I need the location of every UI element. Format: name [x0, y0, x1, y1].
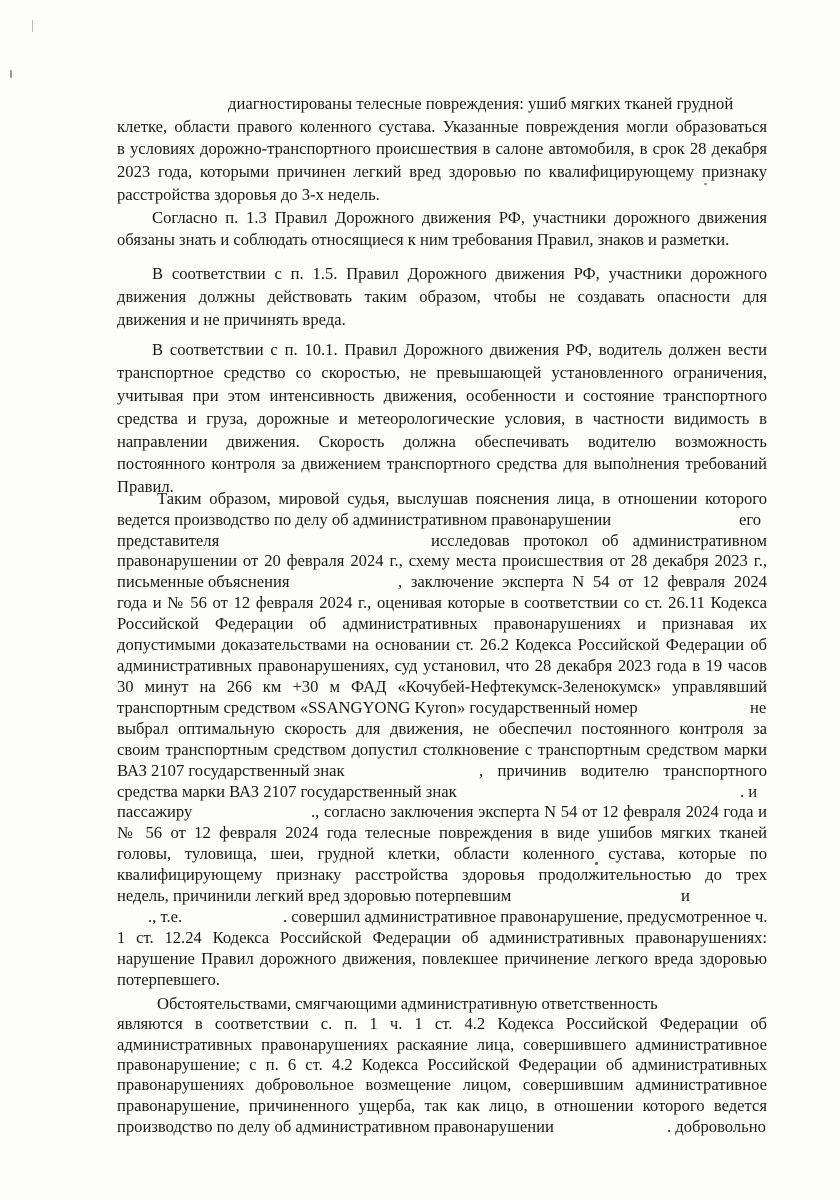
text-line: постоянного контроля за движением транспортного средства для выполнения требований [117, 454, 767, 473]
text-line: и [681, 886, 690, 905]
text-line: ., т.е. [148, 907, 183, 926]
text-line: клетке, области правого коленного сустава. Указанные повреждения могли образоваться [117, 117, 767, 136]
text-line: допустимыми доказательствами на основании ст. 26.2 Кодекса Российской Федерации об [117, 635, 767, 654]
text-line: административных правонарушениях раскаяние лица, совершившего административное [117, 1035, 767, 1054]
text-line: производство по делу об административном правонарушении [117, 1117, 554, 1136]
text-line: года и № 56 от 12 февраля 2024 г., оценивая которые в соответствии со ст. 26.11 Кодекса [117, 593, 767, 612]
text-line: диагностированы телесные повреждения: ушиб мягких тканей грудной [228, 94, 734, 113]
text-line: недель, причинили легкий вред здоровью потерпевшим [117, 886, 512, 905]
text-line: движения должны действовать таким образом, чтобы не создавать опасности для [117, 287, 767, 306]
text-line: административных правонарушениях, суд установил, что 28 декабря 2023 года в 19 часов [117, 656, 767, 675]
text-line: потерпевшего. [117, 970, 220, 989]
text-line: нарушение Правил дорожного движения, повлекшее причинение легкого вреда здоровью [117, 949, 767, 968]
text-line: правонарушение, причиненного ущерба, так как лицо, в отношении которого ведется [117, 1096, 767, 1115]
text-line: пассажиру [117, 802, 193, 821]
text-line: , заключение эксперта N 54 от 12 февраля 2024 [398, 572, 767, 591]
text-line: средства марки ВАЗ 2107 государственный знак [117, 782, 457, 801]
text-line: его [739, 510, 762, 529]
text-line: . совершил административное правонарушение, предусмотренное ч. [283, 907, 768, 926]
text-line: представителя [117, 531, 220, 550]
scan-speck [704, 183, 707, 185]
text-line: своим транспортным средством допустил столкновение с транспортным средством марки [117, 740, 767, 759]
text-line: направлении движения. Скорость должна обеспечивать водителю возможность [117, 432, 767, 451]
text-line: ВАЗ 2107 государственный знак [117, 761, 345, 780]
text-line: не [750, 698, 767, 717]
text-line: исследовав протокол об административном [431, 531, 767, 550]
text-line: квалифицирующему признаку расстройства здоровья продолжительностью до трех [117, 865, 767, 884]
text-line: транспортное средство со скоростью, не превышающей установленного ограничения, [117, 363, 767, 382]
text-line: В соответствии с п. 10.1. Правил Дорожного движения РФ, водитель должен вести [152, 340, 767, 359]
text-line: 2023 года, которыми причинен легкий вред здоровью по квалифицирующему признаку [117, 162, 767, 181]
text-line: головы, туловища, шеи, грудной клетки, области коленного сустава, которые по [117, 844, 767, 863]
text-line: 30 минут на 266 км +30 м ФАД «Кочубей-Нефтекумск-Зеленокумск» управлявший [117, 677, 767, 696]
text-line: ., согласно заключения эксперта N 54 от 12 февраля 2024 года и [311, 802, 767, 821]
text-line: Обстоятельствами, смягчающими административную ответственность [157, 994, 658, 1013]
text-line: № 56 от 12 февраля 2024 года телесные повреждения в виде ушибов мягких тканей [117, 823, 767, 842]
text-line: . добровольно [667, 1117, 766, 1136]
text-line: письменные объяснения [117, 572, 290, 591]
text-line: правонарушении от 20 февраля 2024 г., схему места происшествия от 28 декабря 2023 г., [117, 551, 767, 570]
text-line: Правил. [117, 477, 174, 496]
text-line: средства и груза, дорожные и метеорологические условия, в частности видимость в [117, 409, 767, 428]
text-line: правонарушение; с п. 6 ст. 4.2 Кодекса Российской Федерации об административных [117, 1055, 767, 1074]
text-line: Таким образом, мировой судья, выслушав пояснения лица, в отношении которого [157, 489, 767, 508]
text-line: В соответствии с п. 1.5. Правил Дорожного движения РФ, участники дорожного [152, 264, 767, 283]
text-line: выбрал оптимальную скорость для движения, не обеспечил постоянного контроля за [117, 719, 767, 738]
text-line: . и [740, 782, 758, 801]
text-line: , причинив водителю транспортного [479, 761, 767, 780]
text-line: 1 ст. 12.24 Кодекса Российской Федерации об административных правонарушениях: [117, 928, 767, 947]
text-line: ведется производство по делу об административном правонарушении [117, 510, 612, 529]
text-line: учитывая при этом интенсивность движения, особенности и состояние транспортного [117, 386, 767, 405]
scan-speck [10, 70, 12, 78]
text-line: Согласно п. 1.3 Правил Дорожного движения РФ, участники дорожного движения [152, 208, 767, 227]
text-line: являются в соответствии с. п. 1 ч. 1 ст. 4.2 Кодекса Российской Федерации об [117, 1014, 767, 1033]
text-line: движения и не причинять вреда. [117, 310, 346, 329]
text-line: правонарушениях добровольное возмещение лицом, совершившим административное [117, 1075, 767, 1094]
text-line: Российской Федерации об административных правонарушениях и признавая их [117, 614, 767, 633]
text-line: расстройства здоровья до 3-х недель. [117, 185, 380, 204]
text-line: транспортным средством «SSANGYONG Kyron» государственный номер [117, 698, 638, 717]
text-line: в условиях дорожно-транспортного происшествия в салоне автомобиля, в срок 28 декабря [117, 139, 767, 158]
scan-speck [32, 20, 33, 32]
text-line: обязаны знать и соблюдать относящиеся к ним требования Правил, знаков и разметки. [117, 230, 730, 249]
